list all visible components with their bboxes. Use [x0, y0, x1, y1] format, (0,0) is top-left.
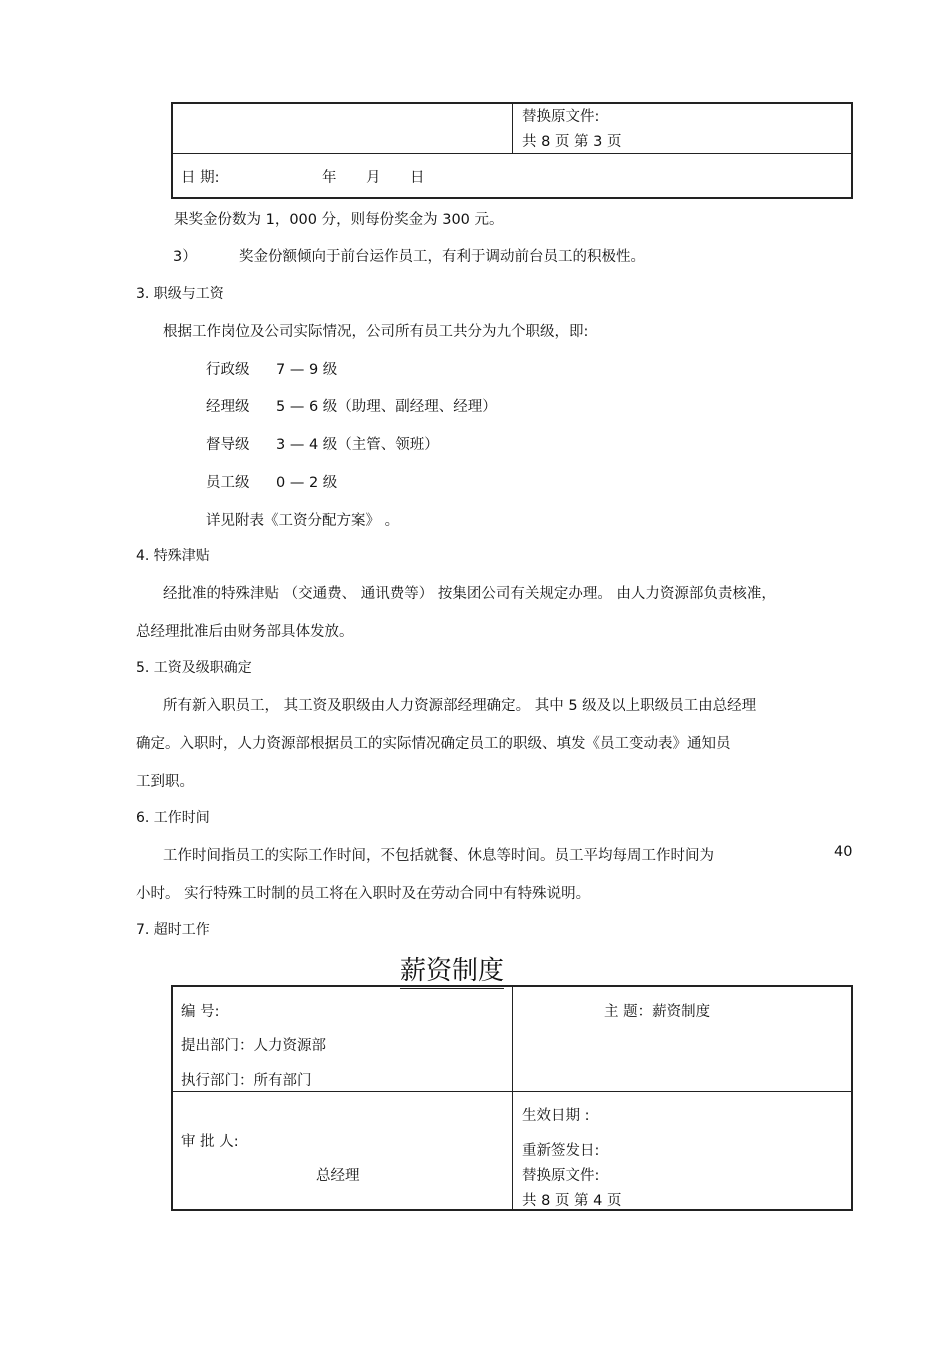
section-5-line-1: 所有新入职员工， 其工资及职级由人力资源部经理确定。 其中 5 级及以上职级员工由总经理 — [163, 698, 757, 714]
grade-name: 员工级 — [206, 475, 250, 491]
date-month: 月 — [366, 170, 381, 186]
section-6-line-2: 小时。 实行特殊工时制的员工将在入职时及在劳动合同中有特殊说明。 — [136, 886, 591, 902]
section-4-line-2: 总经理批准后由财务部具体发放。 — [136, 624, 354, 640]
grade-range: 0 — 2 级 — [276, 475, 338, 491]
grade-name: 经理级 — [206, 399, 250, 415]
table-divider — [172, 1091, 852, 1092]
grade-name: 督导级 — [206, 437, 250, 453]
page-info: 共 8 页 第 4 页 — [522, 1193, 622, 1209]
date-label: 日 期: — [181, 170, 220, 186]
document-title: 薪资制度 — [400, 950, 504, 989]
table-divider — [512, 986, 513, 1210]
section-3-heading: 3. 职级与工资 — [136, 286, 224, 302]
table-divider — [172, 153, 852, 154]
approver-name: 总经理 — [316, 1168, 360, 1184]
section-6-hours: 40 — [834, 844, 853, 860]
subject-label: 主 题：薪资制度 — [604, 1004, 711, 1020]
point-3-text: 奖金份额倾向于前台运作员工，有利于调动前台员工的积极性。 — [239, 249, 645, 265]
replace-file-label: 替换原文件: — [522, 109, 600, 125]
section-7-heading: 7. 超时工作 — [136, 922, 210, 938]
approver-label: 审 批 人: — [181, 1134, 239, 1150]
grade-note: 详见附表《工资分配方案》 。 — [206, 513, 400, 529]
page-info: 共 8 页 第 3 页 — [522, 134, 622, 150]
grade-range: 7 — 9 级 — [276, 362, 338, 378]
point-3-number: 3） — [173, 249, 197, 265]
executing-department: 执行部门：所有部门 — [181, 1073, 312, 1089]
section-5-line-2: 确定。入职时，人力资源部根据员工的实际情况确定员工的职级、填发《员工变动表》通知员 — [136, 736, 731, 752]
number-label: 编 号: — [181, 1004, 220, 1020]
bonus-paragraph: 果奖金份数为 1，000 分，则每份奖金为 300 元。 — [174, 212, 504, 228]
section-4-line-1: 经批准的特殊津贴 （交通费、 通讯费等） 按集团公司有关规定办理。 由人力资源部负责核准， — [163, 586, 776, 602]
section-6-line-1: 工作时间指员工的实际工作时间，不包括就餐、休息等时间。员工平均每周工作时间为 — [163, 848, 714, 864]
grade-name: 行政级 — [206, 362, 250, 378]
section-5-heading: 5. 工资及级职确定 — [136, 660, 252, 676]
section-5-line-3: 工到职。 — [136, 774, 194, 790]
section-4-heading: 4. 特殊津贴 — [136, 548, 210, 564]
grade-range: 5 — 6 级（助理、副经理、经理） — [276, 399, 497, 415]
effective-date-label: 生效日期 : — [522, 1108, 590, 1124]
grade-range: 3 — 4 级（主管、领班） — [276, 437, 439, 453]
reissue-date-label: 重新签发日: — [522, 1143, 600, 1159]
section-6-heading: 6. 工作时间 — [136, 810, 210, 826]
date-year: 年 — [322, 170, 337, 186]
proposing-department: 提出部门：人力资源部 — [181, 1038, 326, 1054]
table-divider — [512, 103, 513, 154]
replace-file-label: 替换原文件: — [522, 1168, 600, 1184]
date-day: 日 — [410, 170, 425, 186]
section-3-intro: 根据工作岗位及公司实际情况，公司所有员工共分为九个职级，即: — [163, 324, 589, 340]
